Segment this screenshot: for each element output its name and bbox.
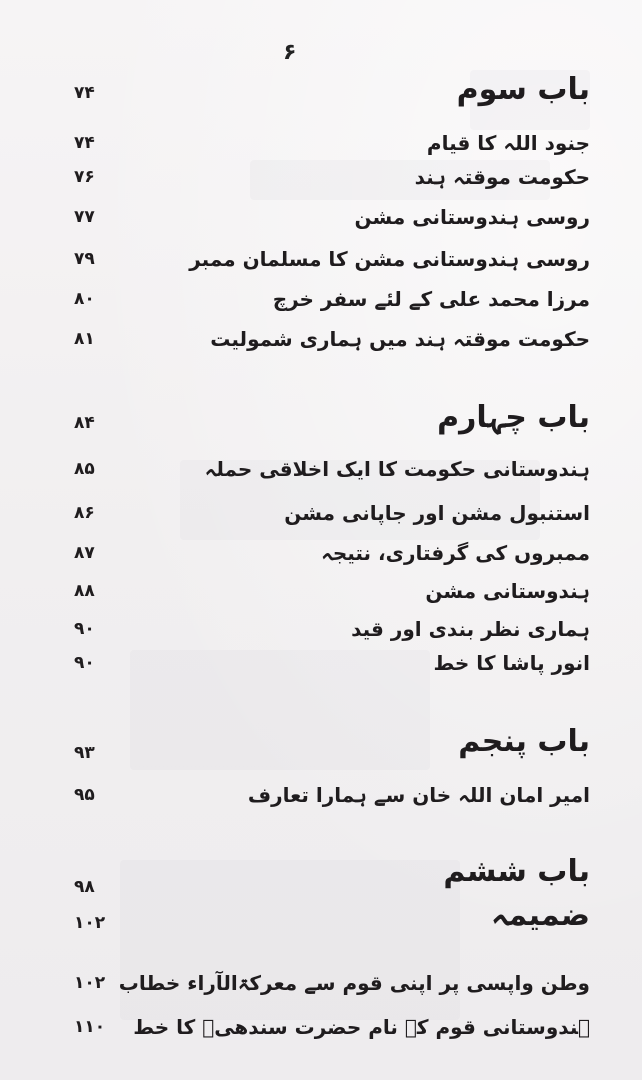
toc-entry-title: ہندوستانی مشن (425, 579, 590, 603)
toc-page-number: ۹۰ (74, 653, 95, 673)
toc-entry-title: حکومت موقتہ ہند میں ہماری شمولیت (210, 327, 590, 351)
toc-page-number: ۸۵ (74, 459, 95, 479)
toc-entry-title: انور پاشا کا خط (433, 651, 590, 675)
toc-page-number: ۱۰۲ (74, 973, 106, 993)
toc-entry-title: روسی ہندوستانی مشن کا مسلمان ممبر (189, 247, 590, 271)
toc-page-number: ۹۸ (74, 877, 95, 897)
toc-page-number: ۸۸ (74, 581, 95, 601)
toc-entry (0, 612, 642, 646)
toc-entry-title: استنبول مشن اور جاپانی مشن (284, 501, 590, 525)
toc-entry-title: ہندوستانی حکومت کا ایک اخلاقی حملہ (204, 457, 590, 481)
toc-heading (0, 722, 642, 763)
toc-entry-title: مرزا محمد علی کے لئے سفر خرچ (272, 287, 590, 311)
toc-page-number: ۹۳ (74, 743, 95, 763)
toc-heading-title: باب پنجم (458, 724, 590, 759)
toc-page-number: ۸۰ (74, 289, 95, 309)
toc-entry-title: ہماری نظر بندی اور قید (351, 617, 590, 641)
toc-page-number: ۸۶ (74, 503, 95, 523)
toc-entry (0, 282, 642, 316)
toc-heading (0, 896, 642, 933)
toc-heading-title: باب چہارم (437, 400, 590, 435)
toc-heading-title: ضمیمہ (490, 898, 590, 933)
toc-entry-title: امیر امان اللہ خان سے ہمارا تعارف (247, 783, 590, 807)
toc-entry-title: ممبروں کی گرفتاری، نتیجہ (321, 541, 590, 565)
toc-entry (0, 778, 642, 812)
toc-entry-title: جنود اللہ کا قیام (426, 131, 590, 155)
toc-entry-title: روسی ہندوستانی مشن (354, 205, 590, 229)
toc-page-number: ۸۷ (74, 543, 95, 563)
toc-entry (0, 452, 642, 486)
toc-entry (0, 126, 642, 160)
toc-heading-title: باب سوم (456, 72, 590, 107)
toc-page-number: ۱۱۰ (74, 1017, 106, 1037)
toc-entry (0, 646, 642, 680)
toc-entry (0, 200, 642, 234)
toc-page-number: ۹۰ (74, 619, 95, 639)
toc-entry-title: وطن واپسی پر اپنی قوم سے معرکۃالآراء خطاب (118, 971, 590, 995)
toc-heading (0, 852, 642, 897)
toc-heading (0, 398, 642, 435)
toc-entry-title: حکومت موقتہ ہند (414, 165, 590, 189)
toc-page-number: ۷۷ (74, 207, 95, 227)
toc-entry (0, 966, 642, 1000)
toc-entry (0, 574, 642, 608)
toc-entry (0, 1010, 642, 1044)
toc-page-number: ۱۰۲ (74, 913, 106, 933)
toc-entry-title: ہندوستانی قوم کے نام حضرت سندھیؒ کا خط (133, 1015, 590, 1039)
toc-entry (0, 242, 642, 276)
toc-entry (0, 160, 642, 194)
toc-page-number: ۸۴ (74, 413, 95, 433)
toc-entry (0, 496, 642, 530)
toc-page-number: ۸۱ (74, 329, 95, 349)
toc-entry (0, 322, 642, 356)
toc-page-number: ۷۴ (74, 133, 95, 153)
toc-page-number: ۷۹ (74, 249, 95, 269)
toc-entry (0, 536, 642, 570)
toc-page-number: ۹۵ (74, 785, 95, 805)
toc-heading (0, 70, 642, 107)
page-number: ۶ (283, 40, 297, 65)
toc-heading-title: باب ششم (443, 854, 590, 889)
toc-page-number: ۷۶ (74, 167, 95, 187)
toc-page-number: ۷۴ (74, 83, 95, 103)
